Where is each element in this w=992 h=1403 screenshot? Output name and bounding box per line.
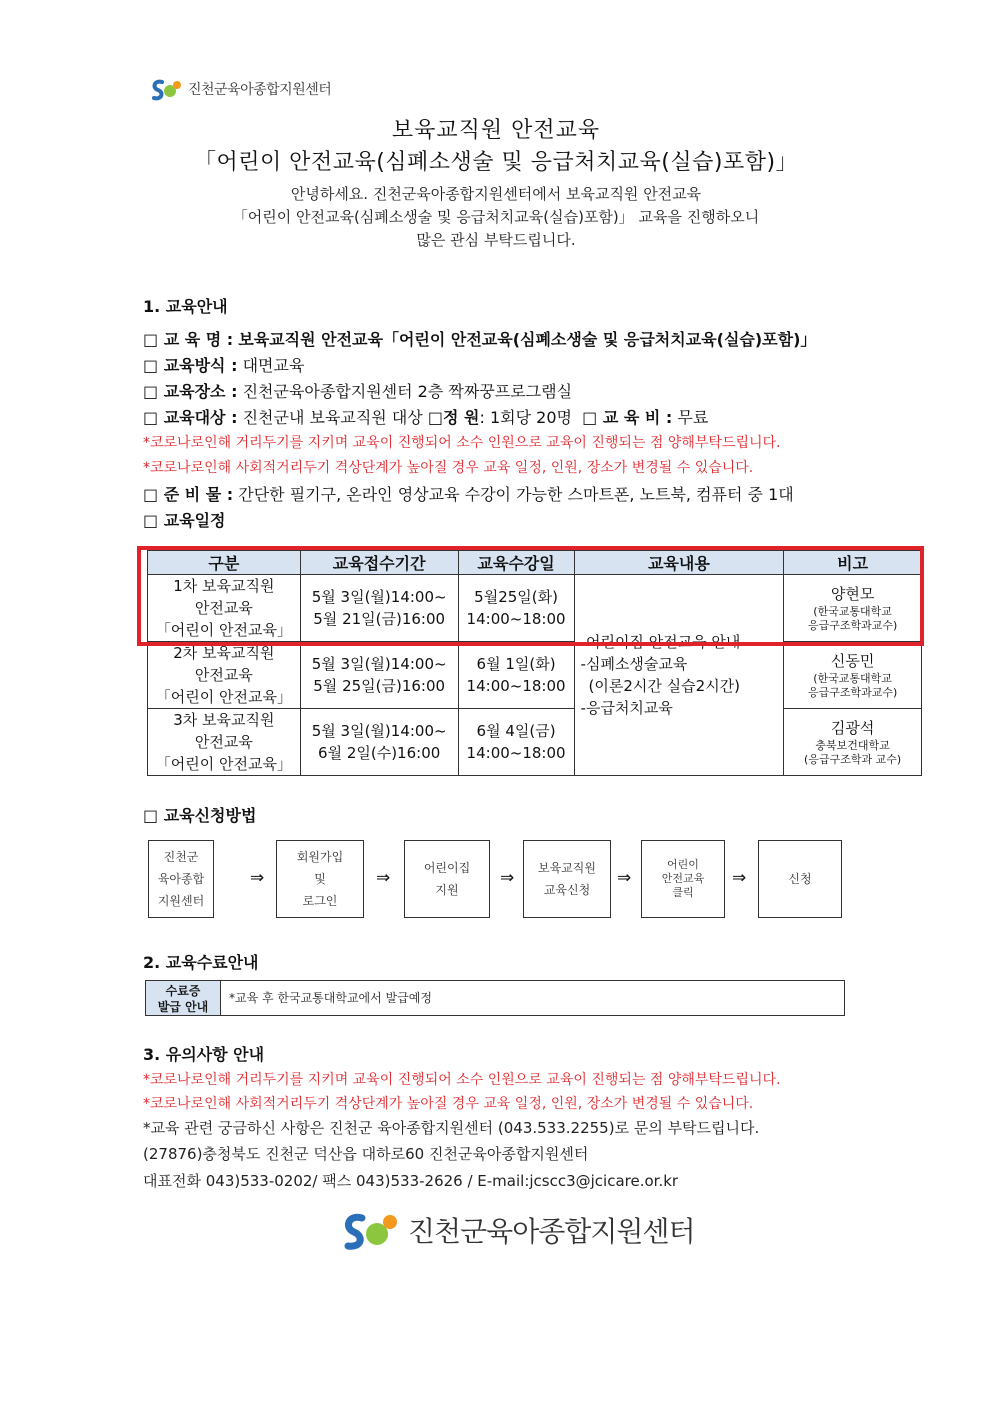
intro-line-2: 「어린이 안전교육(심폐소생술 및 응급처치교육(실습)포함)」 교육을 진행하오니: [232, 208, 760, 226]
col-edu-date: 교육수강일: [458, 551, 574, 575]
row1-type: 1차 보육교직원 안전교육 「어린이 안전교육」: [148, 575, 301, 642]
address-line: (27876)충청북도 진천군 덕산읍 대하로60 진천군육아종합지원센터: [143, 1145, 589, 1163]
capacity-label: □정 원: [427, 408, 480, 427]
notice-schedule-change: *코로나로인해 사회적거리두기 격상단계가 높아질 경우 교육 일정, 인원, 장소가 변경될 수 있습니다.: [143, 460, 754, 476]
row3-apply: 5월 3일(월)14:00~ 6월 2일(수)16:00: [300, 709, 458, 776]
prep-line: [143, 482, 794, 505]
certificate-box: [145, 980, 845, 1016]
edu-target-value: 진천군내 보육교직원 대상: [242, 408, 423, 427]
footer-org-name: 진천군육아종합지원센터: [408, 1215, 695, 1248]
table-row: [148, 642, 922, 709]
table-row: [148, 709, 922, 776]
certificate-value: *교육 후 한국교통대학교에서 발급예정: [229, 991, 432, 1005]
flow-step-signup: 회원가입 및 로그인: [276, 840, 364, 918]
row3-type: 3차 보육교직원 안전교육 「어린이 안전교육」: [148, 709, 301, 776]
capacity-value: : 1회당 20명: [479, 408, 572, 427]
header-logo: [150, 76, 331, 102]
row1-note: 양현모 (한국교통대학교 응급구조학과교수): [784, 575, 922, 642]
center-logo-icon: [340, 1208, 402, 1252]
edu-place-label: □ 교육장소 :: [143, 382, 238, 401]
section2-heading: 2. 교육수료안내: [143, 953, 259, 972]
intro-line-1: 안녕하세요. 진천군육아종합지원센터에서 보육교직원 안전교육: [290, 185, 702, 203]
row1-date: 5월25일(화) 14:00~18:00: [458, 575, 574, 642]
footer-logo: [340, 1208, 695, 1252]
flow-step-click: 어린이 안전교육 클릭: [641, 840, 725, 918]
edu-name-line: [143, 327, 816, 350]
edu-target-line: [143, 405, 708, 428]
section3-heading: 3. 유의사항 안내: [143, 1045, 265, 1064]
flow-arrow-icon: ⇒: [250, 868, 265, 888]
fee-label: □ 교 육 비 :: [582, 408, 673, 427]
edu-target-label: □ 교육대상 :: [143, 408, 238, 427]
header-org-name: 진천군육아종합지원센터: [188, 82, 332, 98]
row2-note: 신동민 (한국교통대학교 응급구조학과교수): [784, 642, 922, 709]
col-apply-period: 교육접수기간: [300, 551, 458, 575]
intro-line-3: 많은 관심 부탁드립니다.: [416, 231, 576, 249]
phone-line: 대표전화 043)533-0202/ 팩스 043)533-2626 / E-mail:jcscc3@jcicare.or.kr: [143, 1172, 679, 1190]
certificate-label: 수료증 발급 안내: [146, 981, 221, 1015]
edu-method-line: [143, 353, 304, 376]
col-note: 비고: [784, 551, 922, 575]
flow-step-center: 진천군 육아종합 지원센터: [148, 840, 214, 918]
col-type: 구분: [148, 551, 301, 575]
flow-arrow-icon: ⇒: [376, 868, 391, 888]
edu-name-value: 보육교직원 안전교육「어린이 안전교육(심폐소생술 및 응급처치교육(실습)포함)」: [238, 330, 817, 349]
flow-step-staff-apply: 보육교직원 교육신청: [523, 840, 611, 918]
schedule-label: □ 교육일정: [143, 511, 226, 530]
prep-label: □ 준 비 물 :: [143, 485, 234, 504]
edu-method-value: 대면교육: [242, 356, 305, 375]
prep-value: 간단한 필기구, 온라인 영상교육 수강이 가능한 스마트폰, 노트북, 컴퓨터 중 1대: [238, 485, 794, 504]
edu-method-label: □ 교육방식 :: [143, 356, 238, 375]
flow-arrow-icon: ⇒: [732, 868, 747, 888]
page-subtitle: 「어린이 안전교육(심폐소생술 및 응급처치교육(실습)포함)」: [193, 150, 799, 175]
fee-value: 무료: [677, 408, 709, 427]
contact-line: *교육 관련 궁금하신 사항은 진천군 육아종합지원센터 (043.533.2255)로 문의 부탁드립니다.: [143, 1119, 760, 1137]
flow-arrow-icon: ⇒: [500, 868, 515, 888]
section1-heading: 1. 교육안내: [143, 297, 228, 316]
row1-apply: 5월 3일(월)14:00~ 5월 21일(금)16:00: [300, 575, 458, 642]
center-logo-icon: [150, 76, 184, 102]
row2-date: 6월 1일(화) 14:00~18:00: [458, 642, 574, 709]
notice-schedule-change-2: *코로나로인해 사회적거리두기 격상단계가 높아질 경우 교육 일정, 인원, 장소가 변경될 수 있습니다.: [143, 1096, 754, 1112]
content-cell: -어린이집 안전교육 안내 -심폐소생술교육 (이론2시간 실습2시간) -응급처치교육: [574, 575, 784, 776]
flow-step-daycare: 어린이집 지원: [404, 840, 490, 918]
row2-type: 2차 보육교직원 안전교육 「어린이 안전교육」: [148, 642, 301, 709]
notice-distancing: *코로나로인해 거리두기를 지키며 교육이 진행되어 소수 인원으로 교육이 진행되는 점 양해부탁드립니다.: [143, 435, 781, 451]
col-content: 교육내용: [574, 551, 784, 575]
row2-apply: 5월 3일(월)14:00~ 5월 25일(금)16:00: [300, 642, 458, 709]
highlight-box: [137, 546, 924, 646]
flow-arrow-icon: ⇒: [617, 868, 632, 888]
edu-place-value: 진천군육아종합지원센터 2층 짝짜꿍프로그램실: [242, 382, 573, 401]
edu-name-label: □ 교 육 명 :: [143, 330, 234, 349]
row3-note: 김광석 충북보건대학교 (응급구조학과 교수): [784, 709, 922, 776]
flow-step-apply: 신청: [758, 840, 842, 918]
page-title: 보육교직원 안전교육: [391, 118, 601, 143]
apply-method-heading: □ 교육신청방법: [143, 806, 257, 825]
edu-place-line: [143, 379, 572, 402]
row3-date: 6월 4일(금) 14:00~18:00: [458, 709, 574, 776]
notice-distancing-2: *코로나로인해 거리두기를 지키며 교육이 진행되어 소수 인원으로 교육이 진행되는 점 양해부탁드립니다.: [143, 1072, 781, 1088]
